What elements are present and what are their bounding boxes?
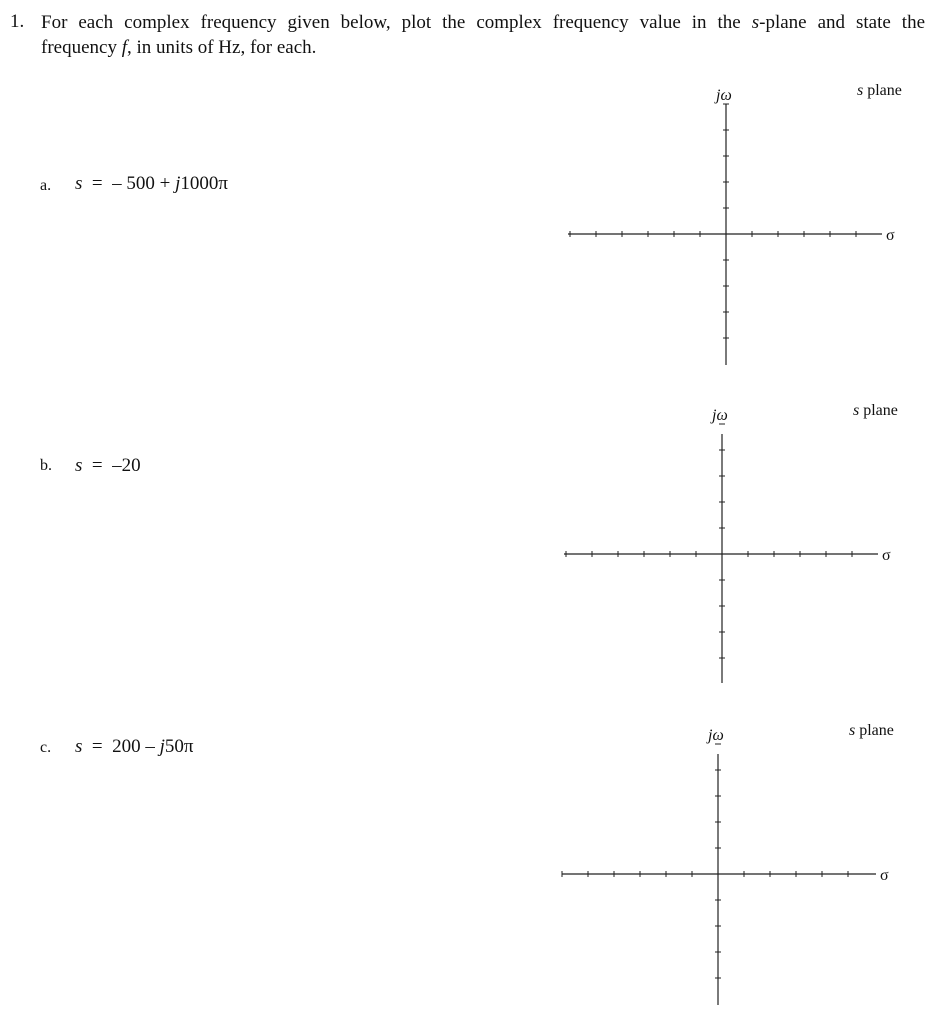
j-omega-label: jω (708, 727, 724, 744)
statement-text: , in units of Hz, for each. (127, 37, 317, 58)
expr-text: 50π (164, 736, 194, 757)
part-label: c. (40, 739, 52, 756)
statement-text: For each complex frequency given below, plot the complex frequency value in the (41, 12, 752, 33)
expr-text: = –20 (82, 455, 141, 476)
statement-variable-s: s (751, 12, 760, 33)
sigma-label: σ (882, 547, 891, 564)
s-plane-label: s plane (849, 722, 894, 739)
part-expression (75, 455, 141, 477)
statement-variable-f: f (121, 37, 127, 58)
part-a (0, 0, 932, 320)
j-omega-label: jω (716, 87, 732, 104)
expr-variable-s: s (75, 455, 83, 476)
part-label: a. (40, 177, 52, 194)
expr-variable-j: j (159, 736, 165, 757)
j-omega-label: jω (712, 407, 728, 424)
part-label: b. (40, 457, 52, 474)
expr-variable-j: j (175, 173, 181, 194)
expr-variable-s: s (75, 173, 83, 194)
s-plane-label: s plane (853, 402, 898, 419)
expr-variable-s: s (75, 736, 83, 757)
part-c (0, 640, 932, 960)
s-plane-graph[interactable] (554, 720, 914, 1020)
sigma-label: σ (880, 867, 889, 884)
expr-text: = 200 – (82, 736, 160, 757)
expr-text: 1000π (180, 173, 228, 194)
problem-number: 1. (10, 11, 25, 32)
statement-text: frequency (41, 37, 122, 58)
s-plane-label: s plane (857, 82, 902, 99)
sigma-label: σ (886, 227, 895, 244)
expr-text: = – 500 + (82, 173, 176, 194)
part-expression (75, 173, 228, 195)
part-b (0, 320, 932, 640)
statement-text: -plane and state the (759, 12, 926, 33)
part-expression (75, 736, 194, 758)
